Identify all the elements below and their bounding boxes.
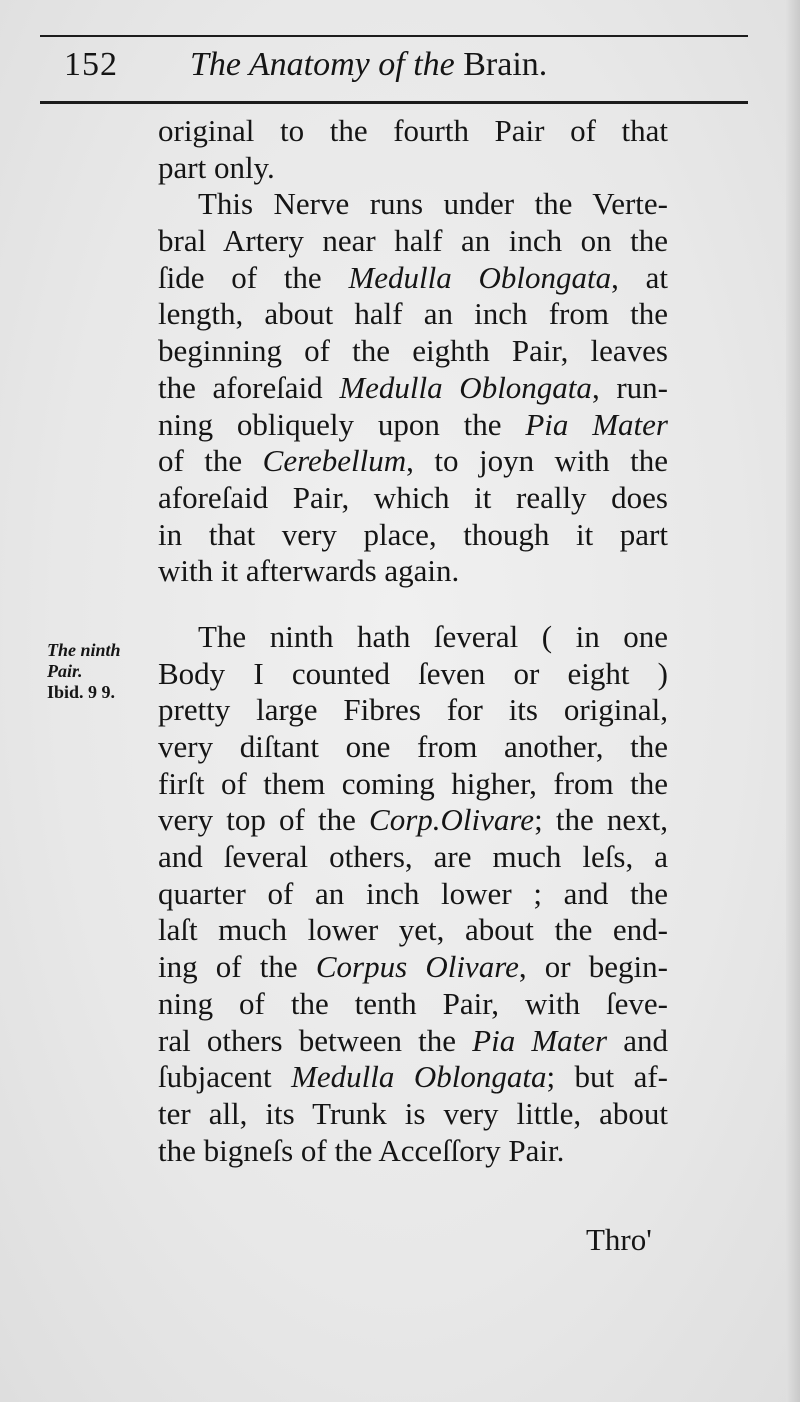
italic-term: Pia Mater xyxy=(525,406,668,442)
text-run: the bigneſs of the Acceſſory Pair. xyxy=(158,1132,565,1168)
text-run: part only. xyxy=(158,149,275,185)
text-run: original to the fourth Pair of that xyxy=(158,113,668,148)
text-run: and ſeveral others, are much leſs, a xyxy=(158,839,668,875)
text-run: , at xyxy=(611,259,669,295)
text-run: ter all, its Trunk is very little, about xyxy=(158,1095,668,1131)
text-run: firſt of them coming higher, from the xyxy=(158,765,668,801)
page-title-italic: The Anatomy of the xyxy=(190,46,455,83)
text-line xyxy=(158,876,668,913)
header-rule-bottom xyxy=(40,101,748,104)
text-line xyxy=(158,656,668,693)
text-run: very diſtant one from another, the xyxy=(158,729,668,764)
text-line xyxy=(158,370,668,407)
text-line xyxy=(158,986,668,1023)
text-run: the aforeſaid xyxy=(158,369,340,405)
text-run: of the xyxy=(158,443,263,479)
italic-term: Corpus Olivare xyxy=(315,949,519,985)
text-line xyxy=(158,1096,668,1133)
text-run: ral others between the xyxy=(158,1022,473,1058)
italic-term: Pia Mater xyxy=(472,1022,608,1058)
text-run: ing of the xyxy=(158,949,316,985)
text-run: , to joyn with the xyxy=(406,443,668,479)
text-run: with it afterwards again. xyxy=(158,553,460,589)
text-run: ſide of the xyxy=(158,259,349,295)
text-line xyxy=(158,802,668,839)
text-run: in that very place, though it part xyxy=(158,516,668,552)
text-run: ning of the tenth Pair, with ſeve- xyxy=(158,985,668,1021)
text-line xyxy=(158,619,668,656)
text-line xyxy=(158,260,668,297)
text-run: ning obliquely upon the xyxy=(158,406,526,442)
text-run: beginning of the eighth Pair, leaves xyxy=(158,333,668,369)
text-run: and xyxy=(607,1022,669,1058)
italic-term: Medulla Oblongata xyxy=(291,1059,547,1095)
text-run: pretty large Fibres for its original, xyxy=(158,692,668,728)
text-line xyxy=(158,113,668,150)
text-line xyxy=(158,729,668,766)
text-run: length, about half an inch from the xyxy=(158,296,668,332)
text-line xyxy=(158,296,668,333)
text-line xyxy=(158,766,668,803)
text-run: very top of the xyxy=(158,802,370,838)
text-run: The ninth hath ſeveral ( in one xyxy=(198,618,668,654)
text-line xyxy=(158,912,668,949)
text-run: , or begin- xyxy=(518,949,668,985)
page-title xyxy=(190,46,547,84)
text-line xyxy=(158,553,668,590)
running-head xyxy=(40,40,740,96)
text-run: quarter of an inch lower ; and the xyxy=(158,875,668,911)
text-line xyxy=(158,692,668,729)
page-edge xyxy=(786,0,800,1402)
text-line xyxy=(158,1133,668,1170)
text-run: ; the next, xyxy=(534,802,669,838)
text-run: , run- xyxy=(591,369,668,405)
margin-note-line: The ninth xyxy=(47,640,121,660)
text-run: ; but af- xyxy=(546,1059,668,1095)
italic-term: Corp.Olivare xyxy=(369,802,535,838)
text-run: bral Artery near half an inch on the xyxy=(158,223,668,259)
text-line xyxy=(158,1059,668,1096)
text-line xyxy=(158,480,668,517)
text-line xyxy=(158,517,668,554)
margin-note-line: Pair. xyxy=(47,661,83,681)
italic-term: Cerebellum xyxy=(262,443,407,479)
text-line xyxy=(158,333,668,370)
text-run: ſubjacent xyxy=(158,1059,292,1095)
italic-term: Medulla Oblongata xyxy=(348,259,612,295)
text-line xyxy=(158,949,668,986)
text-run: Body I counted ſeven or eight ) xyxy=(158,655,668,691)
page-title-roman: Brain. xyxy=(454,46,548,83)
catchword: Thro' xyxy=(586,1222,652,1257)
text-line xyxy=(158,839,668,876)
text-run: aforeſaid Pair, which it really does xyxy=(158,479,668,515)
margin-note-reference: Ibid. 9 9. xyxy=(47,682,116,702)
body-text xyxy=(158,113,668,1169)
text-line xyxy=(158,1023,668,1060)
paragraph-gap xyxy=(158,590,668,619)
text-run: This Nerve runs under the Verte- xyxy=(198,186,668,222)
text-line xyxy=(158,407,668,444)
text-line xyxy=(158,186,668,223)
text-run: laſt much lower yet, about the end- xyxy=(158,912,668,948)
text-line xyxy=(158,443,668,480)
text-line xyxy=(158,150,668,187)
italic-term: Medulla Oblongata xyxy=(339,369,592,405)
text-line xyxy=(158,223,668,260)
header-rule-top xyxy=(40,35,748,37)
margin-note xyxy=(47,640,157,703)
page-number: 152 xyxy=(64,46,118,83)
